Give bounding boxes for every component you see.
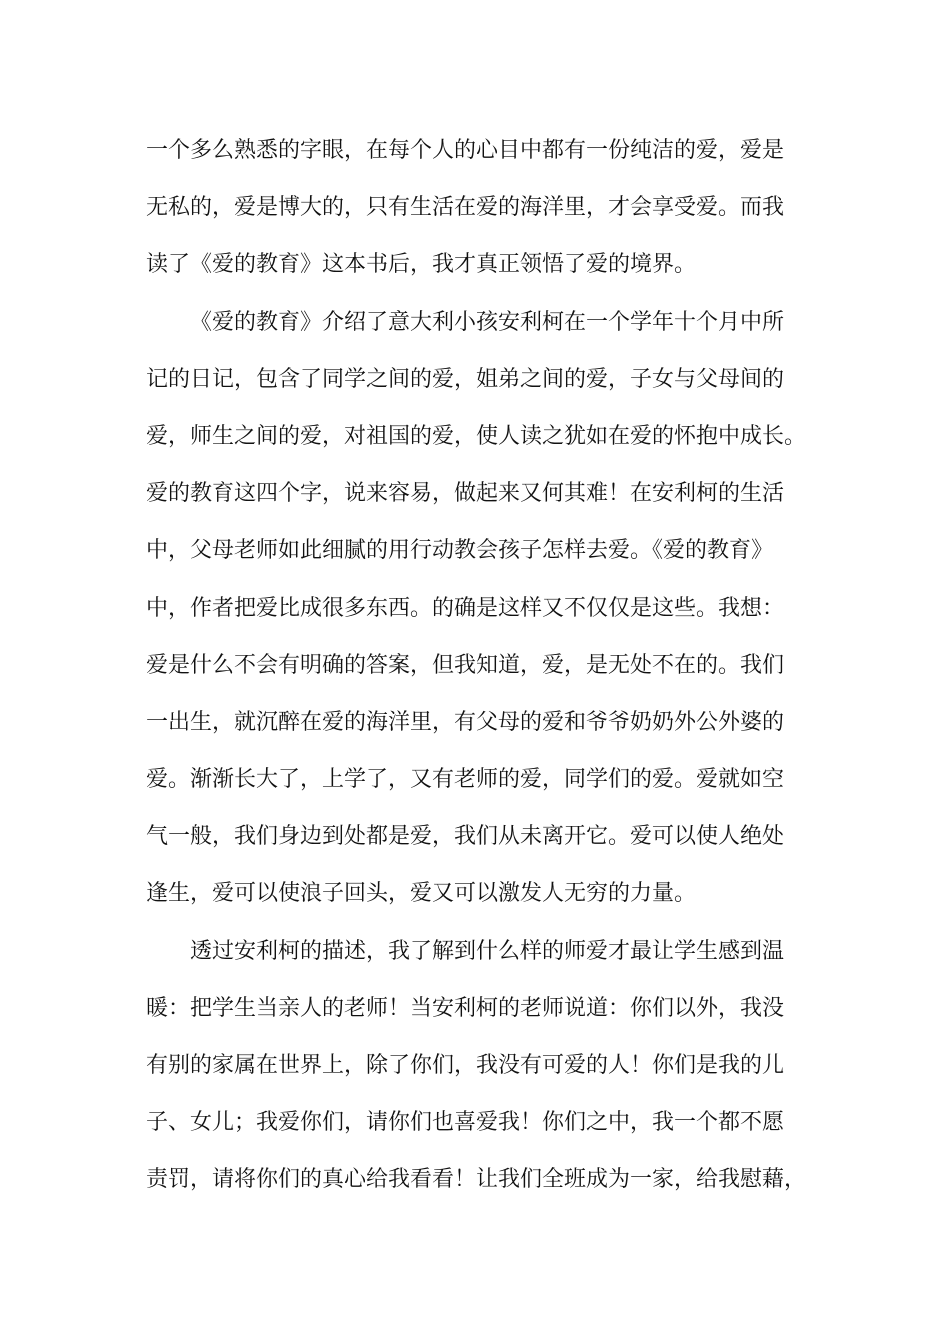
text-line: 气一般，我们身边到处都是爱，我们从未离开它。爱可以使人绝处 xyxy=(146,824,785,850)
text-line: 无私的，爱是博大的，只有生活在爱的海洋里，才会享受爱。而我 xyxy=(146,195,785,221)
text-line: 有别的家属在世界上，除了你们，我没有可爱的人！你们是我的儿 xyxy=(146,1053,785,1078)
text-line: 暖：把学生当亲人的老师！当安利柯的老师说道：你们以外，我没 xyxy=(146,995,785,1021)
text-line: 爱的教育这四个字，说来容易，做起来又何其难！在安利柯的生活 xyxy=(146,481,785,507)
paragraph-first-line: 《爱的教育》介绍了意大利小孩安利柯在一个学年十个月中所 xyxy=(190,309,785,335)
paragraph-first-line: 透过安利柯的描述，我了解到什么样的师爱才最让学生感到温 xyxy=(190,938,785,964)
text-line: 爱，师生之间的爱，对祖国的爱，使人读之犹如在爱的怀抱中成长。 xyxy=(146,423,807,449)
text-line: 爱。渐渐长大了，上学了，又有老师的爱，同学们的爱。爱就如空 xyxy=(146,767,785,793)
text-line: 爱是什么不会有明确的答案，但我知道，爱，是无处不在的。我们 xyxy=(146,652,785,678)
text-line: 子、女儿；我爱你们，请你们也喜爱我！你们之中，我一个都不愿 xyxy=(146,1110,785,1136)
text-line: 逢生，爱可以使浪子回头，爱又可以激发人无穷的力量。 xyxy=(146,881,697,907)
text-line: 中，作者把爱比成很多东西。的确是这样又不仅仅是这些。我想： xyxy=(146,595,785,621)
text-line: 一个多么熟悉的字眼，在每个人的心目中都有一份纯洁的爱，爱是 xyxy=(146,138,785,163)
text-line: 读了《爱的教育》这本书后，我才真正领悟了爱的境界。 xyxy=(146,252,697,278)
text-line: 中，父母老师如此细腻的用行动教会孩子怎样去爱。《爱的教育》 xyxy=(146,538,774,564)
text-line: 责罚，请将你们的真心给我看看！让我们全班成为一家，给我慰藉， xyxy=(146,1167,807,1193)
body-text xyxy=(146,128,826,1215)
text-line: 记的日记，包含了同学之间的爱，姐弟之间的爱，子女与父母间的 xyxy=(146,366,785,392)
text-line: 一出生，就沉醉在爱的海洋里，有父母的爱和爷爷奶奶外公外婆的 xyxy=(146,709,785,735)
